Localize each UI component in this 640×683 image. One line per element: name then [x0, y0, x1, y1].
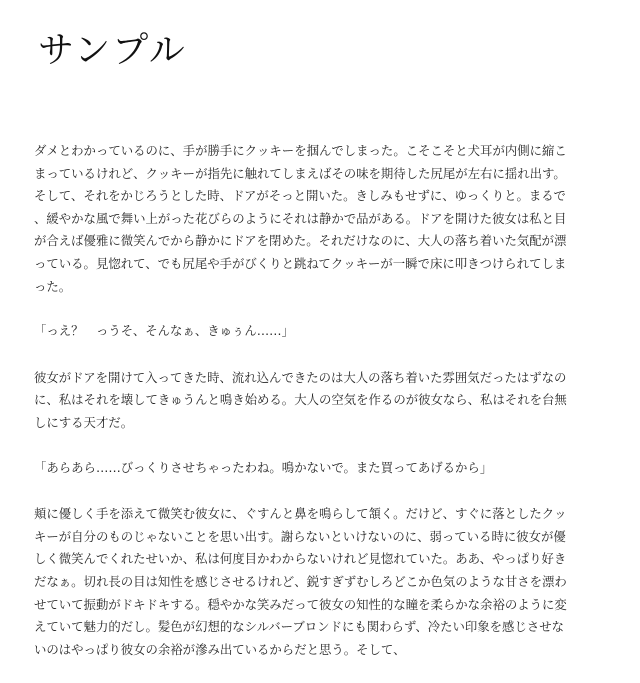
dialogue-1: 「っえ？ っうそ、そんなぁ、きゅぅん……」: [34, 323, 294, 339]
document-body: [34, 140, 574, 683]
document-title: サンプル: [38, 30, 187, 71]
paragraph-1: ダメとわかっているのに、手が勝手にクッキーを掴んでしまった。こそこそと犬耳が内側に縮こまっているけれど、クッキーが指先に触れてしまえばその味を期待した尻尾が左右に揺れ出す。そして、それをかじろうとした時、ドアがそっと開いた。きしみもせずに、ゆっくりと。まるで、緩やかな風で舞い上がった花びらのようにそれは静かで品がある。ドアを開けた彼女は私と目が合えば優雅に微笑んでから静かにドアを閉めた。それだけなのに、大人の落ち着いた気配が漂っている。見惚れて、でも尻尾や手がびくりと跳ねてクッキーが一瞬で床に叩きつけられてしまった。: [34, 143, 567, 294]
paragraph-3: 頬に優しく手を添えて微笑む彼女に、ぐすんと鼻を鳴らして頷く。だけど、すぐに落としたクッキーが自分のものじゃないことを思い出す。謝らないといけないのに、弱っている時に彼女が優しく微笑んでくれたせいか、私は何度目かわからないけれど見惚れていた。ああ、やっぱり好きだなぁ。切れ長の目は知性を感じさせるけれど、鋭すぎずむしろどこか色気のような甘さを漂わせていて振動がドキドキする。穏やかな笑みだって彼女の知性的な瞳を柔らかな余裕のように変えていて魅力的だし。髪色が幻想的なシルバーブロンドにも関わらず、冷たい印象を感じさせないのはやっぱり彼女の余裕が滲み出ているからだと思う。そして、: [34, 506, 567, 657]
dialogue-2: 「あらあら……びっくりさせちゃったわね。鳴かないで。また買ってあげるから」: [34, 459, 493, 475]
paragraph-2: 彼女がドアを開けて入ってきた時、流れ込んできたのは大人の落ち着いた雰囲気だったはずなのに、私はそれを壊してきゅうんと鳴き始める。大人の空気を作るのが彼女なら、私はそれを台無しにする天才だ。: [34, 369, 567, 430]
